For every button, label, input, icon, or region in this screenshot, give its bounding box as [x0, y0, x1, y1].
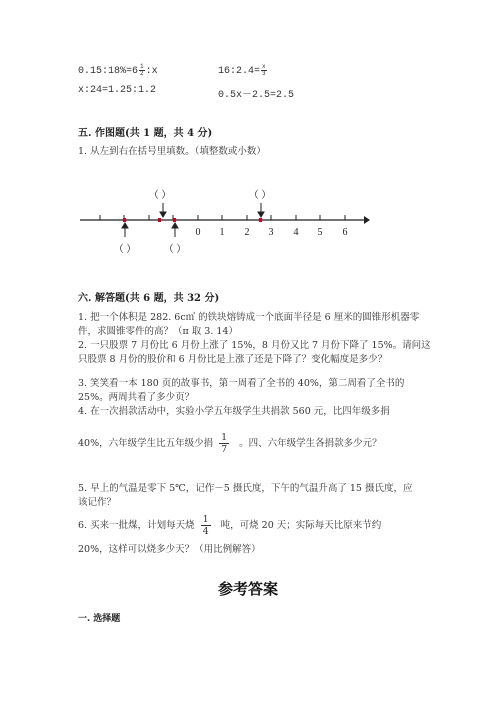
section5-heading: 五. 作图题(共 1 题，共 4 分)	[78, 128, 213, 139]
tick-label-0: 0	[195, 227, 201, 238]
tick-label-1: 1	[219, 227, 225, 238]
fraction-one-seventh: $\frac{1}{7}$	[221, 432, 228, 455]
answers-title: 参考答案	[218, 580, 279, 598]
arrow-up-icon	[122, 223, 178, 237]
question-1-line1: 1. 把一个体积是 282. 6c㎥ 的铁块熔铸成一个底面半径是 6 厘米的圆锥形机器零	[78, 312, 420, 323]
answer-blank-bottom-left: （ ）	[113, 244, 137, 255]
answer-blank-top-right: （ ）	[248, 190, 272, 201]
equation-row1-left: 0.15:18%=6 $\frac{1}{2}$ :x	[78, 63, 158, 78]
question-3-line2: 25%。两周共看了多少页？	[78, 392, 195, 403]
tick-label-4: 4	[293, 227, 299, 238]
question-1-line2: 件，求圆锥零件的高？（π 取 3. 14）	[78, 326, 238, 337]
tick-label-3: 3	[268, 227, 274, 238]
question-3-line1: 3. 笑笑看一本 180 页的故事书，第一周看了全书的 40%，第二周看了全书的	[78, 378, 405, 389]
question-5-line2: 该记作？	[78, 497, 117, 508]
tick-label-2: 2	[244, 227, 250, 238]
question-2-line2: 只股票 8 月份的股价和 6 月份比是上涨了还是下降了？变化幅度是多少？	[78, 354, 388, 365]
equation-row1-right: 16:2.4= $\frac{x}{3}$	[218, 63, 266, 78]
equation-row2-right: 0.5x－2.5=2.5	[218, 90, 295, 101]
tick-label-5: 5	[317, 227, 323, 238]
question-2-line1: 2. 一只股票 7 月份比 6 月份上涨了 15%，8 月份又比 7 月份下降了 15%。请问这	[78, 340, 431, 351]
arrow-head-icon	[364, 216, 370, 224]
tick-label-6: 6	[342, 227, 348, 238]
answers-subheading: 一. 选择题	[78, 614, 121, 624]
question-5-line1: 5. 早上的气温是零下 5℃，记作－5 摄氏度，下午的气温升高了 15 摄氏度，应	[78, 483, 413, 494]
section6-heading: 六. 解答题(共 6 题，共 32 分)	[78, 293, 220, 304]
fraction-x-over-3: $\frac{x}{3}$	[262, 63, 266, 77]
minor-ticks	[100, 215, 345, 220]
fraction-one-half: $\frac{1}{2}$	[140, 63, 144, 77]
fraction-one-quarter: $\frac{1}{4}$	[202, 514, 209, 537]
answer-blank-bottom-right: （ ）	[163, 244, 187, 255]
question-6-line2: 20%，这样可以烧多少天？（用比例解答）	[78, 544, 261, 555]
section5-question1: 1. 从左到右在括号里填数。（填整数或小数）	[78, 146, 266, 157]
question-6-line1: 6. 买来一批煤，计划每天烧 $\frac{1}{4}$ 吨，可烧 20 天；实际每天比原来节约	[78, 514, 382, 537]
number-line-diagram	[70, 180, 370, 260]
answer-blank-top-left: （ ）	[148, 190, 172, 201]
equation-row2-left: x:24=1.25:1.2	[78, 85, 157, 96]
question-4-line1: 4. 在一次捐款活动中，实验小学五年级学生共捐款 560 元，比四年级多捐	[78, 406, 390, 417]
arrow-down-icon	[160, 203, 264, 217]
question-4-line2: 40%，六年级学生比五年级少捐 $\frac{1}{7}$ 。四、六年级学生各捐款多少元？	[78, 432, 382, 455]
